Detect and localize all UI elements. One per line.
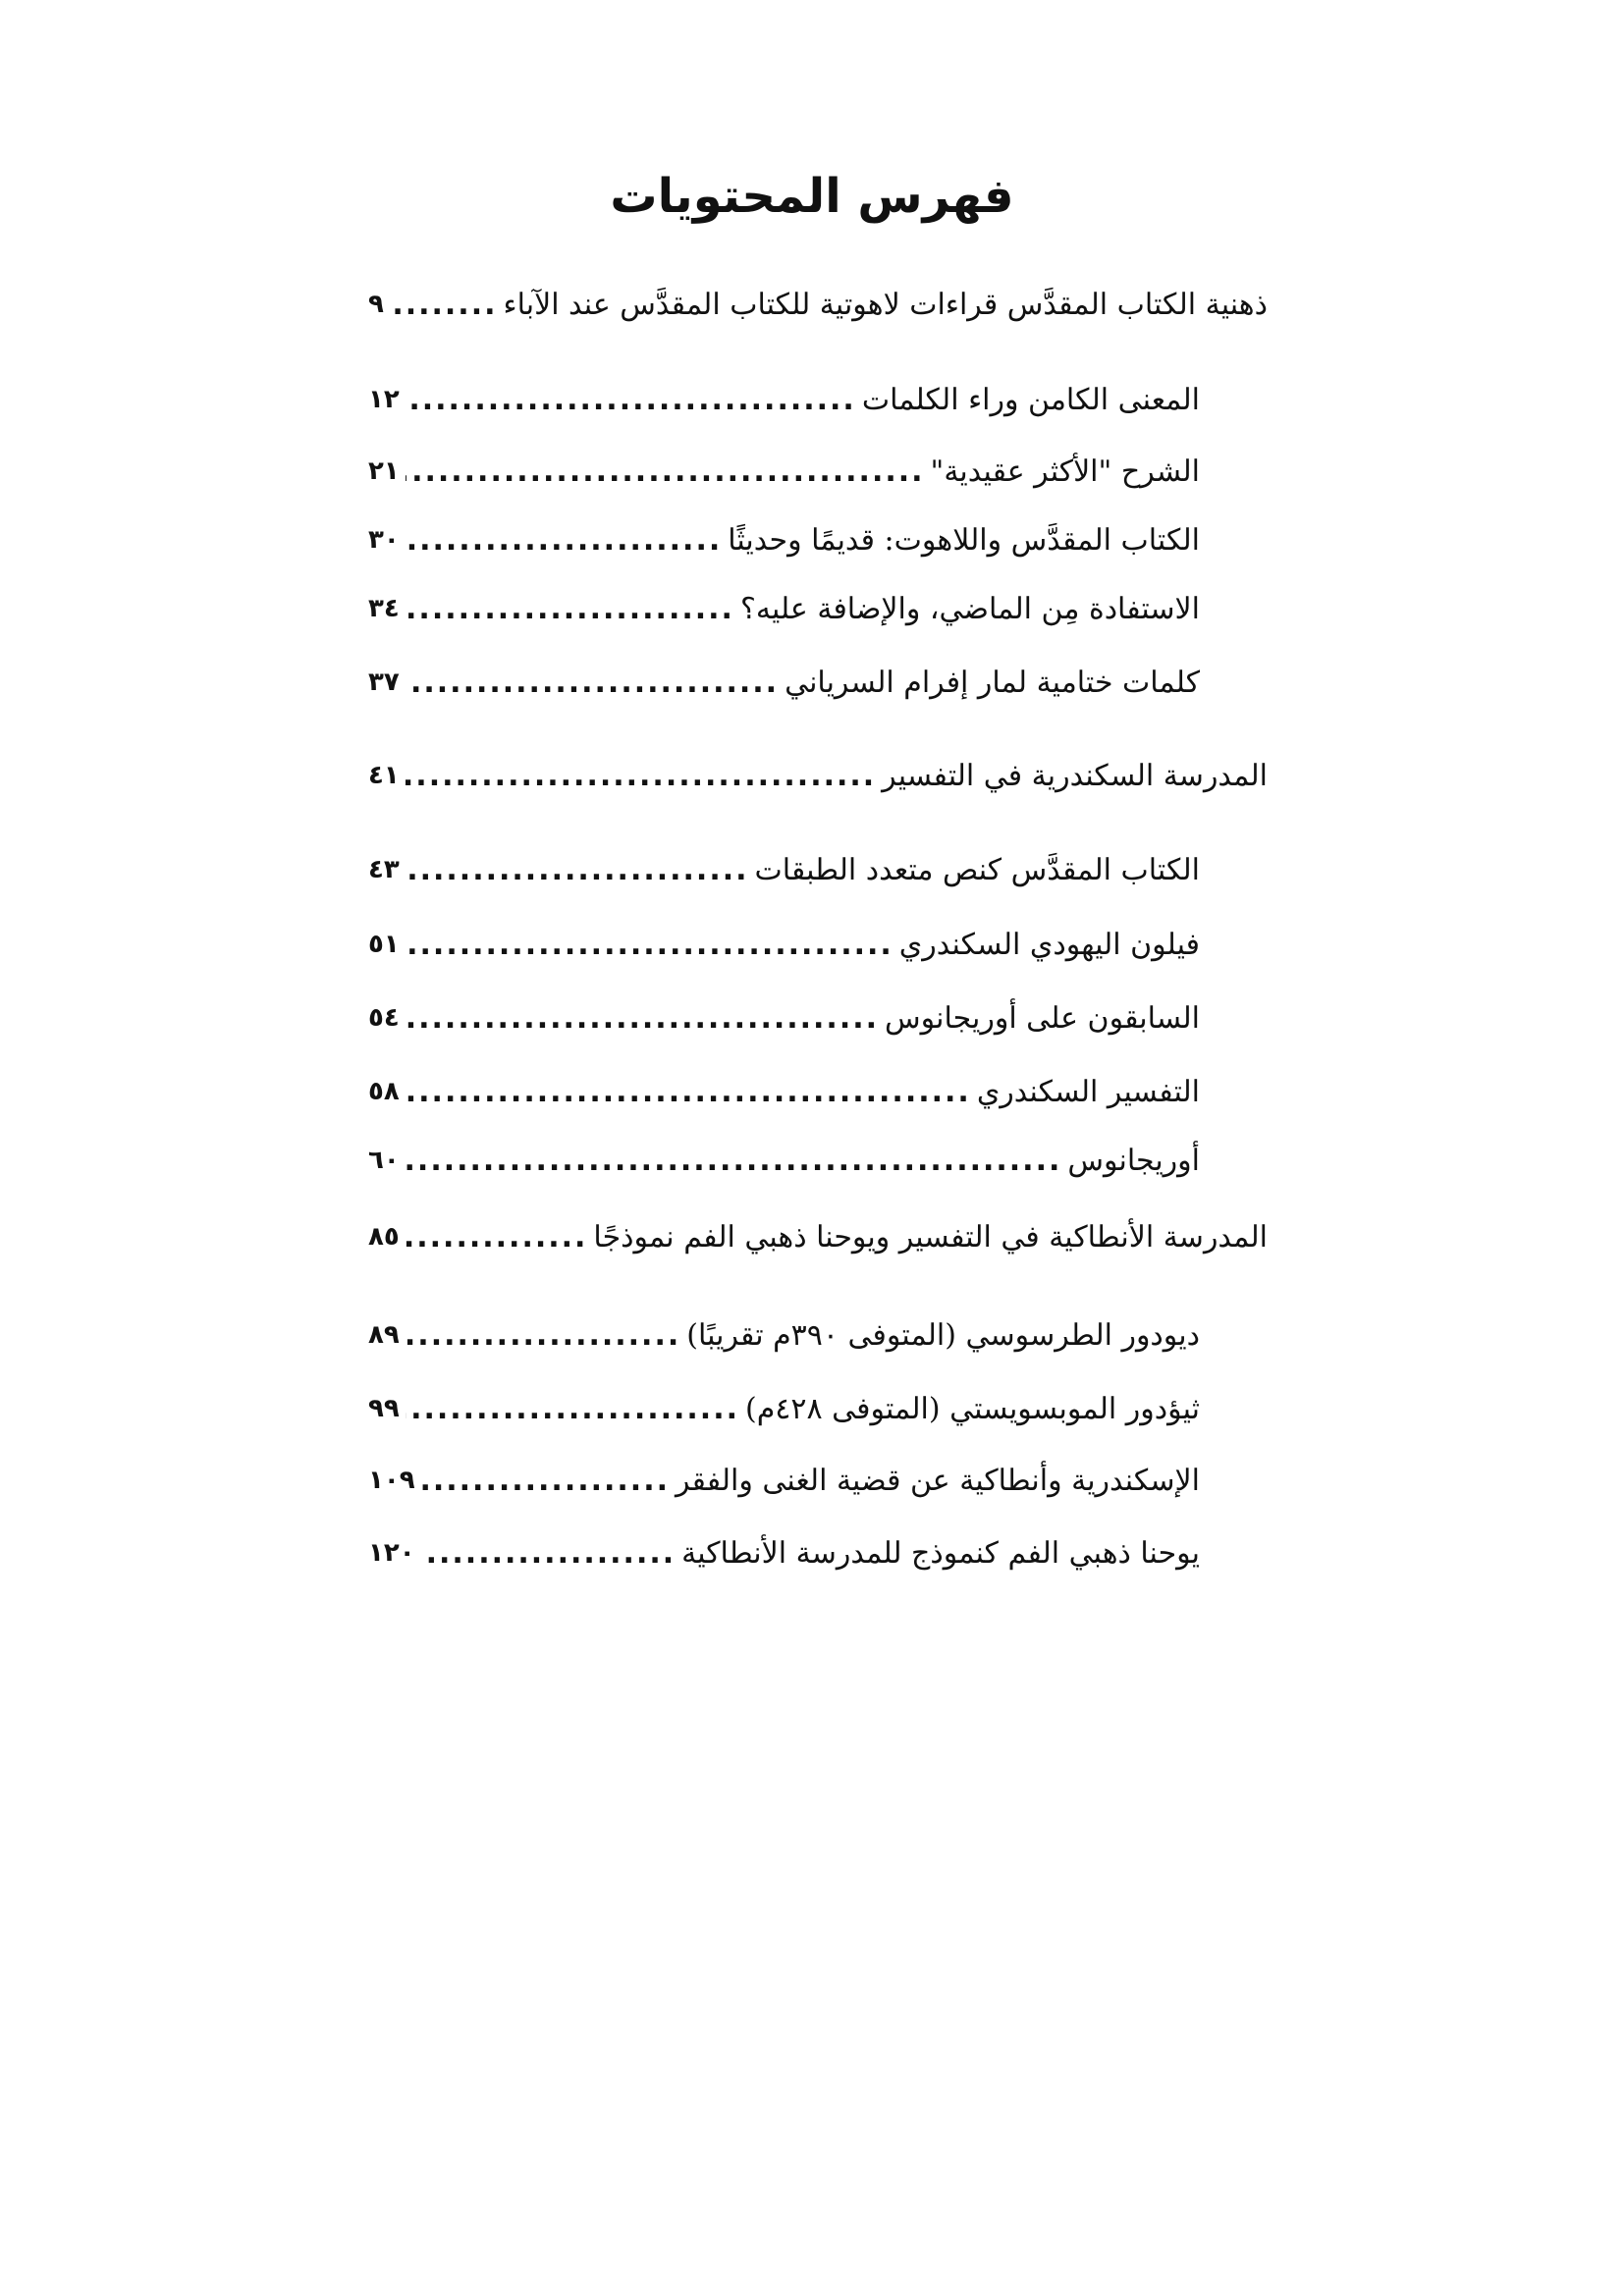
toc-section-entry: [368, 653, 1200, 712]
entry-page-number: ٣٠: [368, 525, 400, 555]
dot-leader: [390, 288, 498, 322]
entry-title: السابقون على أوريجانوس: [885, 1000, 1200, 1036]
dot-leader: [406, 1144, 1062, 1178]
entry-page-number: ٥٨: [368, 1077, 400, 1106]
dot-leader: [406, 454, 925, 489]
entry-page-number: ٢١: [368, 456, 400, 486]
entry-title: ثيؤدور الموبسويستي (المتوفى ٤٢٨م): [745, 1391, 1200, 1426]
entry-title: فيلون اليهودي السكندري: [898, 927, 1200, 962]
dot-leader: [406, 592, 734, 626]
entry-title: الاستفادة مِن الماضي، والإضافة عليه؟: [739, 591, 1200, 626]
entry-title: التفسير السكندري: [976, 1074, 1200, 1109]
page-title: فهرس المحتويات: [610, 169, 1014, 224]
entry-title: ديودور الطرسوسي (المتوفى ٣٩٠م تقريبًا): [686, 1317, 1200, 1353]
toc-section-entry: [368, 988, 1200, 1047]
dot-leader: [421, 1464, 670, 1498]
toc-section-entry: [368, 1379, 1200, 1438]
entry-page-number: ٦٠: [368, 1146, 400, 1175]
toc-section-entry: [368, 370, 1200, 429]
dot-leader: [406, 383, 856, 417]
entry-page-number: ١٢٠: [368, 1538, 415, 1568]
toc-section-entry: [368, 1306, 1200, 1364]
entry-page-number: ١٠٩: [368, 1466, 415, 1495]
entry-page-number: ٣٧: [368, 667, 400, 697]
entry-page-number: ٩٩: [368, 1394, 400, 1423]
entry-page-number: ٨٩: [368, 1320, 400, 1350]
toc-section-entry: [368, 510, 1200, 569]
toc-section-entry: [368, 915, 1200, 974]
dot-leader: [406, 759, 876, 793]
dot-leader: [406, 523, 722, 558]
entry-page-number: ٨٥: [368, 1222, 400, 1252]
entry-title: المدرسة السكندرية في التفسير: [882, 758, 1268, 793]
dot-leader: [406, 1075, 971, 1109]
dot-leader: [406, 928, 893, 962]
entry-title: الكتاب المقدَّس واللاهوت: قديمًا وحديثًا: [728, 522, 1200, 558]
toc-section-entry: [368, 1131, 1200, 1190]
entry-title: الإسكندرية وأنطاكية عن قضية الغنى والفقر: [676, 1463, 1200, 1498]
entry-title: الكتاب المقدَّس كنص متعدد الطبقات: [754, 852, 1200, 887]
entry-page-number: ١٢: [368, 385, 400, 414]
entry-title: المدرسة الأنطاكية في التفسير ويوحنا ذهبي الفم نموذجًا: [593, 1219, 1268, 1255]
toc-chapter-entry: [368, 746, 1268, 805]
dot-leader: [406, 1001, 879, 1036]
entry-title: الشرح "الأكثر عقيدية": [930, 454, 1200, 489]
toc-section-entry: [368, 579, 1200, 638]
dot-leader: [406, 1318, 680, 1353]
toc-section-entry: [368, 442, 1200, 501]
entry-title: كلمات ختامية لمار إفرام السرياني: [785, 665, 1200, 700]
entry-page-number: ٩: [368, 290, 384, 319]
entry-title: المعنى الكامن وراء الكلمات: [861, 382, 1200, 417]
entry-page-number: ٣٤: [368, 594, 400, 623]
entry-page-number: ٥٤: [368, 1003, 400, 1033]
dot-leader: [406, 1220, 588, 1255]
toc-section-entry: [368, 1523, 1200, 1582]
toc-section-entry: [368, 1062, 1200, 1121]
entry-title: أوريجانوس: [1067, 1143, 1200, 1178]
entry-page-number: ٤١: [368, 761, 400, 790]
toc-chapter-entry: [368, 275, 1268, 334]
dot-leader: [406, 853, 749, 887]
toc-section-entry: [368, 1451, 1200, 1510]
entry-page-number: ٤٣: [368, 855, 400, 884]
dot-leader: [421, 1536, 677, 1571]
dot-leader: [406, 1392, 739, 1426]
toc-section-entry: [368, 840, 1200, 899]
entry-title: ذهنية الكتاب المقدَّس قراءات لاهوتية للكتاب المقدَّس عند الآباء: [503, 287, 1268, 322]
entry-title: يوحنا ذهبي الفم كنموذج للمدرسة الأنطاكية: [681, 1535, 1200, 1571]
entry-page-number: ٥١: [368, 930, 400, 959]
dot-leader: [406, 666, 779, 700]
toc-chapter-entry: [368, 1207, 1268, 1266]
